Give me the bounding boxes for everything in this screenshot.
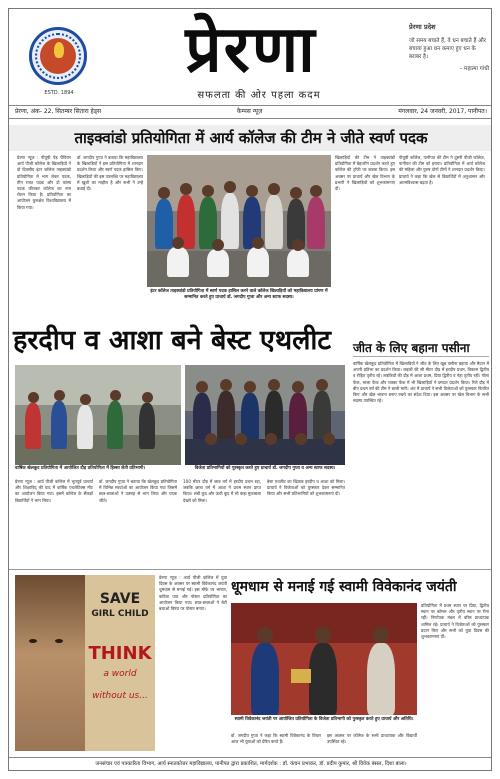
girl-portrait: [15, 575, 85, 751]
story2-caption-1: वार्षिक खेलकूद प्रतियोगिता में आयोजित दौड़ प्रतियोगिता में हिस्सा लेती प्रतिभागी।: [15, 466, 146, 471]
story4-column-1: डॉ. जगदीप गुप्ता ने कहा कि स्वामी विवेकानंद के विचार आज भी युवाओं को प्रेरित करते हैं।: [231, 733, 321, 745]
story4-photo: [231, 603, 417, 715]
poster-line-3: THINK: [88, 643, 152, 664]
poster-line-2: GIRL CHILD: [91, 609, 149, 619]
masthead: [9, 9, 492, 121]
dateline: [9, 105, 492, 119]
quote-text: जो समय बचाते हैं, वे धन बचाते हैं और बचाया हुआ धन कमाए हुए धन के बराबर है।: [409, 38, 487, 60]
story2-caption-2: विजेता प्रतिभागियों को पुरस्कृत करते हुए प्राचार्य डॉ. जगदीप गुप्ता व अन्य स्टाफ सदस्य।: [194, 466, 336, 471]
poster-line-4: a world: [103, 669, 137, 679]
story3-body: वार्षिक खेलकूद प्रतियोगिता में खिलाड़ियों ने जीत के लिए खूब पसीना बहाया और मैदान में अपनी प्रतिभा का प्रदर्शन किया। लड़कों की सौ मीटर दौड़ में हरदीप प्रथम, विकास द्वितीय व रोहित तृतीय रहे। लड़कियों की दौड़ में आशा प्रथम, प्रिया द्वितीय व नेहा तृतीय रहीं। गोला फेंक, भाला फेंक और चक्का फेंक में भी खिलाड़ियों ने दमदार प्रदर्शन किया। रिले दौड़ में बीए प्रथम वर्ष की टीम ने बाजी मारी। अंत में प्राचार्य ने सभी विजेताओं को पुरस्कार वितरित किए और खेल भावना बनाए रखने का संदेश दिया। इस अवसर पर खेल विभाग के सभी सदस्य उपस्थित रहे।: [353, 361, 489, 404]
story1-column-5: पीयूषी कॉलेज, पानीपत की टीम ने दूसरी पीजी कॉलेज, पानीपत की टीम को हराया। प्रतियोगिता में आर्य कॉलेज की महिला और पुरुष दोनों टीमों ने शानदार प्रदर्शन किया। प्राचार्य ने कहा कि खेल से विद्यार्थियों में अनुशासन और आत्मविश्वास बढ़ता है।: [399, 155, 485, 185]
story1-photo: [147, 155, 331, 287]
poster-line-5: without us...: [92, 691, 148, 701]
save-girl-child-poster: [15, 575, 155, 751]
issue-info: प्रेरणा, अंक- 22, सितम्बर सितारा हेड्स: [15, 108, 102, 115]
tagline: सफलता की ओर पहला कदम: [197, 90, 321, 101]
footer-credits: जनसंचार एवं पत्रकारिता विभाग, आर्य स्नातकोत्तर महाविद्यालय, पानीपत द्वारा प्रकाशित, मार्गदर्शक : डॉ. कंचन प्रभाकर, डॉ. प्रदीप कुमार, श्री विवेक बंसल, दिशा बाला।: [9, 757, 492, 771]
masthead-quote-box: [409, 23, 489, 73]
story2-race-photo: [15, 365, 181, 465]
story1-column-2: डॉ. जगदीप गुप्ता ने बताया कि महाविद्यालय के खिलाड़ियों ने इस प्रतियोगिता में शानदार प्रदर्शन किया और स्वर्ण पदक हासिल किए। खिलाड़ियों की इस उपलब्धि पर महाविद्यालय में खुशी का माहौल है और सभी ने उन्हें बधाई दी।: [77, 155, 143, 192]
newspaper-page: [8, 8, 492, 771]
issue-date: मंगलवार, 24 जनवरी, 2017, पानीपत।: [398, 108, 487, 115]
logo-flame-icon: [54, 42, 64, 58]
story3-headline: जीत के लिए बहाना पसीना: [353, 339, 489, 357]
story2-column-1: प्रेरणा न्यूज़ : आर्य पीजी कॉलेज में भूतपूर्व प्राचार्य और शिक्षाविद् की याद में वार्षिक एथलेटिक्स मीट का आयोजन किया गया। इसमें कॉलेज के सैकड़ों विद्यार्थियों ने भाग लिया।: [15, 479, 93, 503]
story2-column-4: बेस्ट एथलीट का खिताब हरदीप व आशा को मिला। प्राचार्य ने विजेताओं को पुरस्कार देकर सम्मानित किया और सभी प्रतिभागियों को शुभकामनाएं दीं।: [267, 479, 345, 497]
story1-column-1: प्रेरणा न्यूज़ : पीयूषी पेड़ चैंपियन आर्य पीजी कॉलेज के खिलाड़ियों ने दो दिवसीय इंटर कॉलेज ताइक्वांडो प्रतियोगिता में भाग लेकर पदक, तीन रजत पदक और दो कांस्य पदक जीतकर कॉलेज का नाम रोशन किया है। प्रतियोगिता का आयोजन कुरुक्षेत्र विश्वविद्यालय में किया गया।: [17, 155, 71, 210]
story2-headline: हरदीप व आशा बने बेस्ट एथलीट: [13, 325, 332, 356]
story4-column-2: इस अवसर पर कॉलेज के सभी प्राध्यापक और विद्यार्थी उपस्थित रहे।: [327, 733, 417, 745]
logo-estd: ESTD. 1894: [44, 90, 74, 96]
story4-headline: धूमधाम से मनाई गई स्वामी विवेकानंद जयंती: [231, 579, 457, 595]
section-label: कैम्पस न्यूज़: [236, 108, 263, 115]
story2-column-2: डॉ. जगदीप गुप्ता ने बताया कि खेलकूद प्रतियोगिता में विभिन्न स्पर्धाओं का आयोजन किया गया जिसमें छात्र-छात्राओं ने उत्साह से भाग लिया और पदक जीते।: [99, 479, 177, 503]
newspaper-title: प्रेरणा: [185, 12, 317, 87]
section-divider: [9, 569, 492, 570]
quote-author: – महात्मा गांधी: [459, 66, 489, 72]
region-label: प्रेरणा प्रदेश: [409, 23, 436, 31]
story2-column-3: 100 मीटर दौड़ में छात्र वर्ग में हरदीप प्रथम रहा, जबकि छात्रा वर्ग में आशा ने प्रथम स्थान प्राप्त किया। लंबी कूद और ऊंची कूद में भी कड़ा मुकाबला देखने को मिला।: [183, 479, 261, 503]
college-logo: [29, 27, 87, 85]
story2-award-photo: [185, 365, 345, 465]
story4-caption: स्वामी विवेकानंद जयंती पर आयोजित प्रतियोगिता के विजेता प्रतिभागी को पुरस्कृत करते हुए प्राचार्य और अतिथि।: [234, 717, 414, 722]
story1-headline: ताइक्वांडो प्रतियोगिता में आर्य कॉलेज की टीम ने जीते स्वर्ण पदक: [9, 125, 492, 151]
story1-column-4: खिलाड़ियों की टीम ने ताइक्वांडो प्रतियोगिता में बेहतरीन प्रदर्शन करते हुए कॉलेज की ट्रॉफी पर कब्जा किया। इस अवसर पर प्राचार्य और खेल विभाग के प्रभारी ने खिलाड़ियों को शुभकामनाएं दीं।: [335, 155, 395, 192]
poster-line-1: SAVE: [99, 591, 141, 607]
story4-column-0: प्रेरणा न्यूज़ : आर्य पीजी कॉलेज में युवा दिवस के अवसर पर स्वामी विवेकानंद जयंती धूमधाम से मनाई गई। इस मौके पर भाषण, कविता पाठ और पोस्टर प्रतियोगिता का आयोजन किया गया। छात्र-छात्राओं ने बेटी बचाओ विषय पर पोस्टर बनाए।: [159, 575, 227, 612]
story1-photo-caption: इंटर कॉलेज ताइक्वांडो प्रतियोगिता में स्वर्ण पदक हासिल करने वाले कॉलेज खिलाड़ियों को महाविद्यालय प्रांगण में सम्मानित करते हुए प्राचार्य डॉ. जगदीप गुप्ता और अन्य स्टाफ सदस्य।: [150, 289, 328, 301]
story4-column-3: प्रतियोगिता में प्रथम स्थान पर प्रिया, द्वितीय स्थान पर कोमल और तृतीय स्थान पर रीना रहीं। निर्णायक मंडल में वरिष्ठ प्राध्यापक शामिल रहे। प्राचार्य ने विजेताओं को पुरस्कार प्रदान किए और सभी को युवा दिवस की शुभकामनाएं दीं।: [421, 603, 489, 640]
